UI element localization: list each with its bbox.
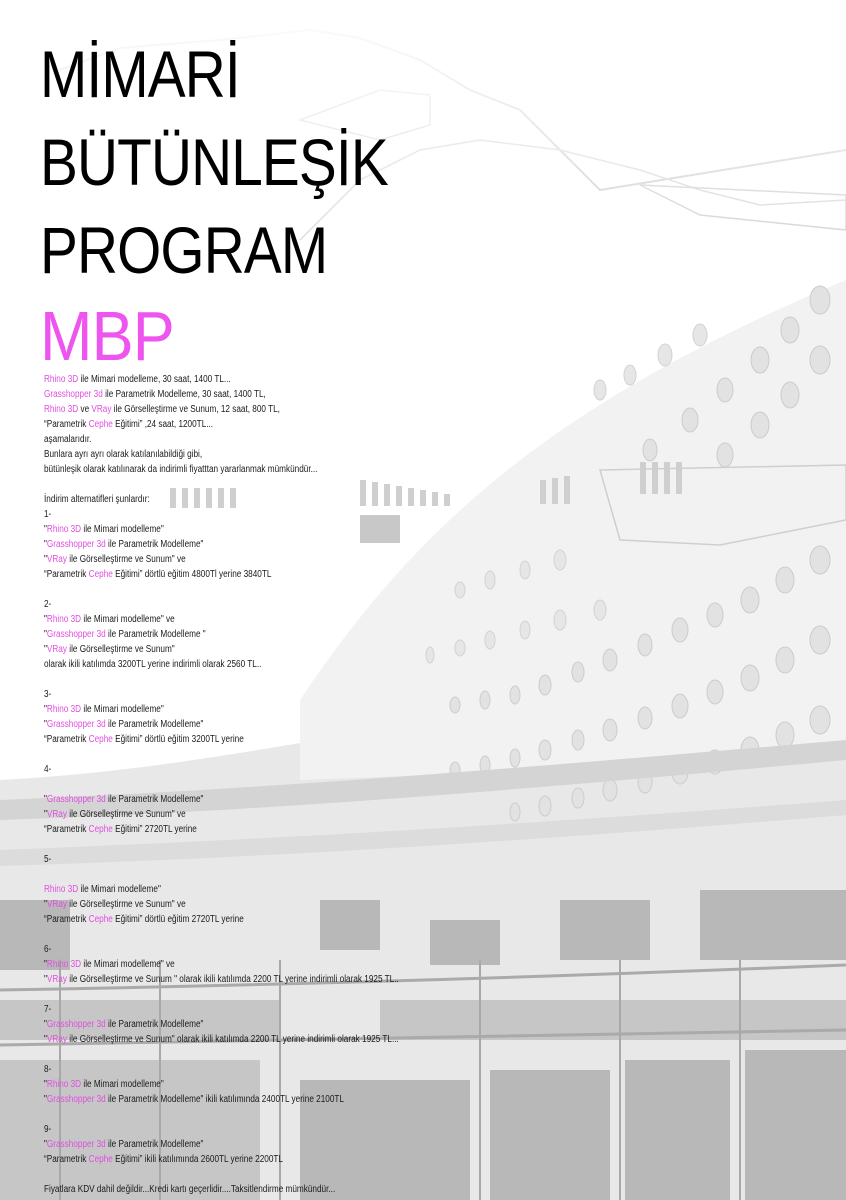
intro-text: ile Parametrik Modelleme, 30 saat, 1400 TL, xyxy=(102,389,266,400)
option-line xyxy=(44,732,470,747)
option-line xyxy=(44,912,470,927)
quote: " xyxy=(44,1019,47,1030)
option-text: “Parametrik xyxy=(44,569,89,580)
option-text: ile Görselleştirme ve Sunum" ve xyxy=(66,809,186,820)
intro-line-2 xyxy=(44,387,470,402)
option-line xyxy=(44,972,470,987)
option-text: “Parametrik xyxy=(44,734,89,745)
intro-line-1 xyxy=(44,372,470,387)
option-number: 7- xyxy=(44,1004,52,1015)
course-name: Grasshopper 3d xyxy=(46,1139,106,1150)
option-line xyxy=(44,717,470,732)
option-text: ile Görselleştirme ve Sunum" ve xyxy=(66,554,186,565)
course-name: VRay xyxy=(46,974,67,985)
quote: " xyxy=(44,704,47,715)
option-text: Eğitimi” dörtlü eğitim 2720TL yerine xyxy=(112,914,244,925)
option-1 xyxy=(44,507,470,582)
option-2 xyxy=(44,597,470,672)
quote: " xyxy=(44,644,47,655)
course-name: Grasshopper 3d xyxy=(46,794,106,805)
option-text: ile Mimari modelleme" xyxy=(81,704,164,715)
title-line-2: BÜTÜNLEŞİK xyxy=(40,125,388,199)
course-name: Rhino 3D xyxy=(44,374,79,385)
quote: " xyxy=(44,809,47,820)
option-number: 6- xyxy=(44,944,52,955)
option-text: ile Parametrik Modelleme" xyxy=(105,1139,204,1150)
option-line xyxy=(44,1032,470,1047)
option-text: ile Görselleştirme ve Sunum" ve xyxy=(66,899,186,910)
option-line xyxy=(44,1137,470,1152)
quote: " xyxy=(44,974,47,985)
option-6 xyxy=(44,942,470,987)
intro-text: ile Mimari modelleme, 30 saat, 1400 TL... xyxy=(78,374,231,385)
intro-text: Eğitimi” ,24 saat, 1200TL... xyxy=(112,419,214,430)
intro-line-6: Bunlara ayrı ayrı olarak katılanılabildiği gibi, xyxy=(44,449,203,460)
course-name: Rhino 3D xyxy=(44,884,79,895)
course-name: Cephe xyxy=(88,914,113,925)
option-text: Eğitimi” dörtlü eğitim 3200TL yerine xyxy=(112,734,244,745)
option-line xyxy=(44,537,470,552)
course-name: Grasshopper 3d xyxy=(44,389,103,400)
quote: " xyxy=(44,554,47,565)
option-line xyxy=(44,642,470,657)
option-line xyxy=(44,822,470,837)
option-number: 4- xyxy=(44,764,52,775)
option-line xyxy=(44,627,470,642)
option-line xyxy=(44,612,470,627)
course-name: Rhino 3D xyxy=(46,524,82,535)
course-name: Grasshopper 3d xyxy=(46,629,106,640)
quote: " xyxy=(44,1079,47,1090)
option-text: ile Parametrik Modelleme" xyxy=(105,794,204,805)
quote: " xyxy=(44,539,47,550)
title-line-1: MİMARİ xyxy=(40,37,240,111)
quote: " xyxy=(44,959,47,970)
option-line: olarak ikili katılımda 3200TL yerine indirimli olarak 2560 TL.. xyxy=(44,659,262,670)
quote: " xyxy=(44,1034,47,1045)
quote: " xyxy=(44,899,47,910)
course-name: VRay xyxy=(46,644,67,655)
course-name: VRay xyxy=(46,554,67,565)
intro-text: “Parametrik xyxy=(44,419,89,430)
option-text: “Parametrik xyxy=(44,914,89,925)
option-9 xyxy=(44,1122,470,1167)
option-8 xyxy=(44,1062,470,1107)
option-line xyxy=(44,957,470,972)
quote: " xyxy=(44,1139,47,1150)
course-name: Cephe xyxy=(88,1154,113,1165)
option-number: 8- xyxy=(44,1064,52,1075)
quote: " xyxy=(44,719,47,730)
option-line xyxy=(44,882,470,897)
quote: " xyxy=(44,794,47,805)
course-name: Rhino 3D xyxy=(46,959,82,970)
option-text: ile Mimari modelleme" xyxy=(81,1079,164,1090)
quote: " xyxy=(44,629,47,640)
option-text: ile Parametrik Modelleme" xyxy=(105,1019,204,1030)
intro-line-5: aşamalarıdır. xyxy=(44,434,92,445)
option-line xyxy=(44,552,470,567)
intro-line-7: bütünleşik olarak katılınarak da indirimli fiyatttan yararlanmak mümkündür... xyxy=(44,464,318,475)
course-name: Cephe xyxy=(88,419,113,430)
option-line xyxy=(44,1017,470,1032)
option-line xyxy=(44,522,470,537)
course-name: Grasshopper 3d xyxy=(46,539,106,550)
course-name: Cephe xyxy=(88,569,113,580)
option-3 xyxy=(44,687,470,747)
intro-line-4 xyxy=(44,417,470,432)
option-text: ile Parametrik Modelleme" xyxy=(105,719,204,730)
quote: " xyxy=(44,524,47,535)
quote: " xyxy=(44,614,47,625)
option-line xyxy=(44,1077,470,1092)
course-name: Rhino 3D xyxy=(46,1079,82,1090)
program-acronym: MBP xyxy=(40,297,174,375)
option-line xyxy=(44,1092,470,1107)
course-name: VRay xyxy=(46,899,67,910)
option-number: 1- xyxy=(44,509,52,520)
option-5 xyxy=(44,852,470,927)
course-name: VRay xyxy=(46,809,67,820)
program-description xyxy=(44,372,470,1197)
course-name: Grasshopper 3d xyxy=(46,719,106,730)
course-name: VRay xyxy=(91,404,112,415)
course-name: VRay xyxy=(46,1034,67,1045)
option-text: ile Parametrik Modelleme" ikili katılımında 2400TL yerine 2100TL xyxy=(105,1094,344,1105)
option-7 xyxy=(44,1002,470,1047)
option-text: ile Mimari modelleme" xyxy=(78,884,161,895)
footer-note: Fiyatlara KDV dahil değildir...Kredi kartı geçerlidir....Taksitlendirme mümkündür... xyxy=(44,1184,336,1195)
option-text: “Parametrik xyxy=(44,1154,89,1165)
page-title xyxy=(40,30,388,294)
option-text: ile Mimari modelleme" ve xyxy=(81,614,175,625)
option-4 xyxy=(44,762,470,837)
course-name: Rhino 3D xyxy=(44,404,79,415)
option-line xyxy=(44,702,470,717)
option-line xyxy=(44,792,470,807)
option-number: 5- xyxy=(44,854,52,865)
course-name: Cephe xyxy=(88,734,113,745)
intro-line-3 xyxy=(44,402,470,417)
option-number: 2- xyxy=(44,599,52,610)
option-text: ile Mimari modelleme" ve xyxy=(81,959,175,970)
option-text: ile Parametrik Modelleme " xyxy=(105,629,206,640)
option-text: Eğitimi” ikili katılımında 2600TL yerine 2200TL xyxy=(112,1154,283,1165)
intro-text: ve xyxy=(78,404,92,415)
course-name: Grasshopper 3d xyxy=(46,1019,106,1030)
option-text: ile Görselleştirme ve Sunum " olarak ikili katılımda 2200 TL yerine indirimli olarak 1925 TL.. xyxy=(66,974,399,985)
alternatives-heading: İndirim alternatifleri şunlardır: xyxy=(44,494,150,505)
option-line xyxy=(44,567,470,582)
option-text: ile Görselleştirme ve Sunum" olarak ikili katılımda 2200 TL yerine indirimli olarak 1925 TL... xyxy=(66,1034,399,1045)
option-number: 3- xyxy=(44,689,52,700)
intro-text: ile Görselleştirme ve Sunum, 12 saat, 800 TL, xyxy=(111,404,280,415)
option-line xyxy=(44,1152,470,1167)
option-text: ile Parametrik Modelleme" xyxy=(105,539,204,550)
option-text: “Parametrik xyxy=(44,824,89,835)
quote: " xyxy=(44,1094,47,1105)
option-text: ile Görselleştirme ve Sunum" xyxy=(66,644,175,655)
course-name: Grasshopper 3d xyxy=(46,1094,106,1105)
option-text: Eğitimi” dörtlü eğitim 4800Tl yerine 3840TL xyxy=(112,569,272,580)
course-name: Rhino 3D xyxy=(46,614,82,625)
option-text: Eğitimi” 2720TL yerine xyxy=(112,824,197,835)
option-line xyxy=(44,897,470,912)
course-name: Cephe xyxy=(88,824,113,835)
option-line xyxy=(44,807,470,822)
option-text: ile Mimari modelleme" xyxy=(81,524,164,535)
option-number: 9- xyxy=(44,1124,52,1135)
course-name: Rhino 3D xyxy=(46,704,82,715)
title-line-3: PROGRAM xyxy=(40,213,328,287)
